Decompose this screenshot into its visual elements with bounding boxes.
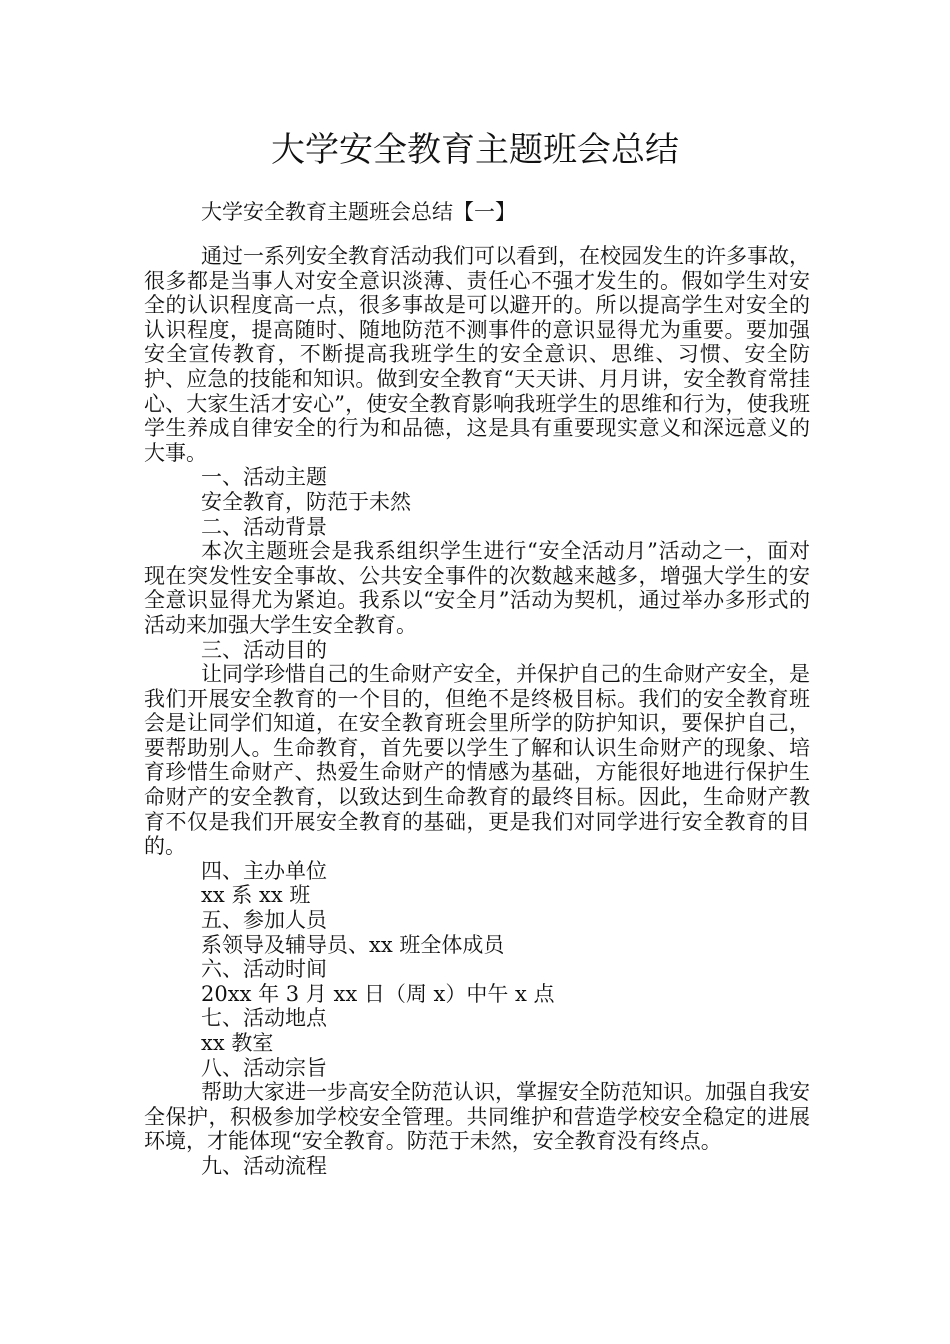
paragraph: xx 系 xx 班 bbox=[201, 883, 311, 908]
section-heading: 七、活动地点 bbox=[201, 1006, 327, 1031]
section-heading: 五、参加人员 bbox=[201, 908, 327, 933]
section-heading: 三、活动目的 bbox=[201, 637, 327, 662]
section-heading: 二、活动背景 bbox=[201, 514, 327, 539]
document-title: 大学安全教育主题班会总结 bbox=[271, 130, 679, 170]
section-heading: 四、主办单位 bbox=[201, 858, 327, 883]
paragraph: 20xx 年 3 月 xx 日（周 x）中午 x 点 bbox=[201, 981, 555, 1006]
paragraph: 安全教育，防范于未然 bbox=[201, 489, 411, 514]
paragraph: 让同学珍惜自己的生命财产安全，并保护自己的生命财产安全，是我们开展安全教育的一个目的，但绝不是终极目标。我们的安全教育班会是让同学们知道，在安全教育班会里所学的防护知识，要保护自己，要帮助别人。生命教育，首先要以学生了解和认识生命财产的现象、培育珍惜生命财产、热爱生命财产的情感为基础，方能很好地进行保护生命财产的安全教育，以致达到生命教育的最终目标。因此，生命财产教育不仅是我们开展安全教育的基础，更是我们对同学进行安全教育的目的。 bbox=[144, 662, 810, 859]
paragraph: 系领导及辅导员、xx 班全体成员 bbox=[201, 932, 505, 957]
section-heading: 一、活动主题 bbox=[201, 465, 327, 490]
document-subtitle: 大学安全教育主题班会总结【一】 bbox=[201, 200, 516, 224]
paragraph: xx 教室 bbox=[201, 1031, 274, 1055]
section-heading: 八、活动宗旨 bbox=[201, 1055, 327, 1080]
section-heading: 九、活动流程 bbox=[201, 1153, 327, 1178]
paragraph: 本次主题班会是我系组织学生进行“安全活动月”活动之一，面对现在突发性安全事故、公共安全事件的次数越来越多，增强大学生的安全意识显得尤为紧迫。我系以“安全月”活动为契机，通过举办多形式的活动来加强大学生安全教育。 bbox=[144, 539, 810, 637]
section-heading: 六、活动时间 bbox=[201, 957, 327, 982]
paragraph: 帮助大家进一步高安全防范认识，掌握安全防范知识。加强自我安全保护，积极参加学校安全管理。共同维护和营造学校安全稳定的进展环境，才能体现“安全教育。防范于未然，安全教育没有终点。 bbox=[144, 1080, 810, 1154]
document-body bbox=[144, 244, 810, 1179]
intro-paragraph: 通过一系列安全教育活动我们可以看到，在校园发生的许多事故，很多都是当事人对安全意识淡薄、责任心不强才发生的。假如学生对安全的认识程度高一点，很多事故是可以避开的。所以提高学生对安全的认识程度，提高随时、随地防范不测事件的意识显得尤为重要。要加强安全宣传教育，不断提高我班学生的安全意识、思维、习惯、安全防护、应急的技能和知识。做到安全教育“天天讲、月月讲，安全教育常挂心、大家生活才安心”，使安全教育影响我班学生的思维和行为，使我班学生养成自律安全的行为和品德，这是具有重要现实意义和深远意义的大事。 bbox=[144, 244, 810, 465]
